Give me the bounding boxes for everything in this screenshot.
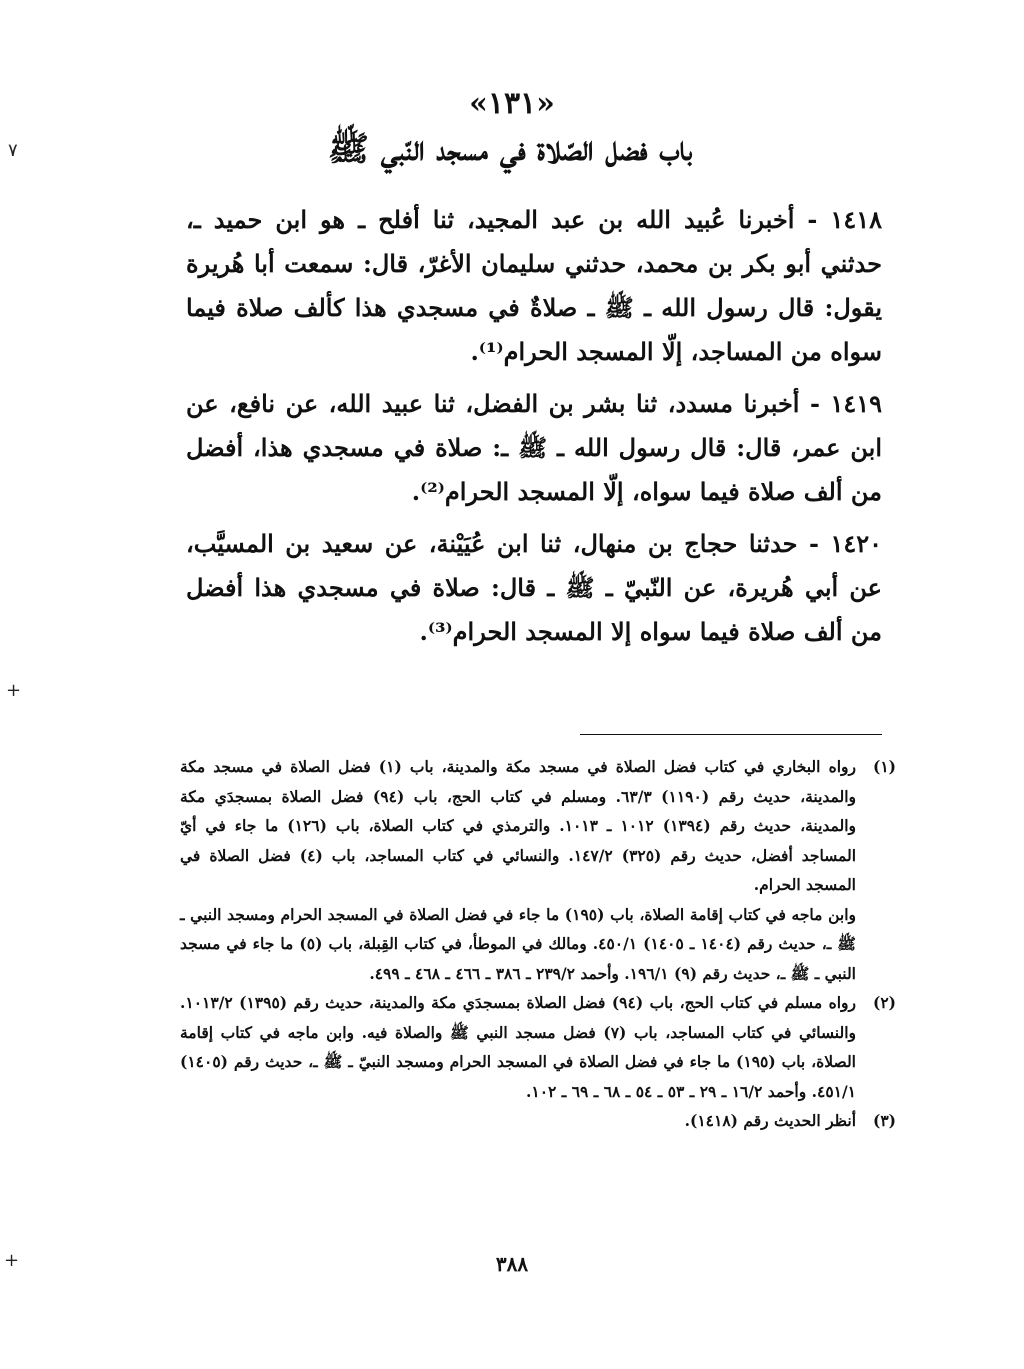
hadith-text: - أخبرنا مسدد، ثنا بشر بن الفضل، ثنا عبيد الله، عن نافع، عن ابن عمر، قال: قال رسول الله ـ ﷺ ـ: صلاة في مسجدي هذا، أفضل من ألف صلاة فيما سواه، إلّا المسجد الحرام⁽²⁾. bbox=[186, 389, 882, 506]
hadith-text: - أخبرنا عُبيد الله بن عبد المجيد، ثنا أفلح ـ هو ابن حميد ـ، حدثني أبو بكر بن محمد، حدثني سليمان الأغرّ، قال: سمعت أبا هُريرة يقول: قال رسول الله ـ ﷺ ـ صلاةٌ في مسجدي هذا كألف صلاة فيما سواه من المساجد، إلّا المسجد الحرام⁽¹⁾. bbox=[186, 205, 882, 366]
hadith-number: ١٤١٨ bbox=[830, 205, 882, 234]
footnote-3 bbox=[180, 1106, 896, 1136]
hadith-text: - حدثنا حجاج بن منهال، ثنا ابن عُيَيْنة، عن سعيد بن المسيَّب، عن أبي هُريرة، عن النّبيّ ـ ﷺ ـ قال: صلاة في مسجدي هذا أفضل من ألف صلاة فيما سواه إلا المسجد الحرام⁽³⁾. bbox=[186, 529, 882, 646]
hadith-1420 bbox=[186, 522, 882, 654]
margin-mark-middle-left: + bbox=[6, 680, 22, 701]
footnote-paragraph: رواه مسلم في كتاب الحج، باب (٩٤) فضل الصلاة بمسجدَي مكة والمدينة، حديث رقم (١٣٩٥) ١٠١٣/٢. والنسائي في كتاب المساجد، باب (٧) فضل مسجد النبي ﷺ والصلاة فيه. وابن ماجه في كتاب إقامة الصلاة، باب (١٩٥) ما جاء في فضل الصلاة في المسجد الحرام ومسجد النبيّ ـ ﷺ ـ، حديث رقم (١٤٠٥) ٤٥١/١. وأحمد ١٦/٢ ـ ٢٩ ـ ٥٣ ـ ٥٤ ـ ٦٨ ـ ٦٩ ـ ١٠٢. bbox=[180, 993, 856, 1101]
footnote-number: (٣) bbox=[872, 1111, 896, 1130]
footnote-number: (٢) bbox=[872, 993, 896, 1012]
hadith-1418 bbox=[186, 198, 882, 374]
footnote-separator bbox=[580, 734, 882, 735]
hadith-number: ١٤٢٠ bbox=[830, 529, 882, 558]
margin-mark-top-left: ٧ bbox=[8, 140, 18, 161]
footnote-paragraph: وابن ماجه في كتاب إقامة الصلاة، باب (١٩٥) ما جاء في فضل الصلاة في المسجد الحرام ومسجد النبي ـ ﷺ ـ، حديث رقم (١٤٠٤ ـ ١٤٠٥) ٤٥٠/١. ومالك في الموطأ، في كتاب القِبلة، باب (٥) ما جاء في مسجد النبي ـ ﷺ ـ، حديث رقم (٩) ١٩٦/١. وأحمد ٢٣٩/٢ ـ ٣٨٦ ـ ٤٦٦ ـ ٤٦٨ ـ ٤٩٩. bbox=[180, 904, 857, 983]
hadith-number: ١٤١٩ bbox=[830, 389, 882, 418]
footnote-number: (١) bbox=[872, 757, 896, 776]
margin-mark-bottom-left: + bbox=[4, 1250, 20, 1271]
footnote-1 bbox=[180, 752, 896, 988]
footnote-2 bbox=[180, 988, 896, 1106]
footnote-paragraph: أنظر الحديث رقم (١٤١٨). bbox=[684, 1111, 856, 1130]
footnote-paragraph: رواه البخاري في كتاب فضل الصلاة في مسجد مكة والمدينة، باب (١) فضل الصلاة في مسجد مكة والمدينة، حديث رقم (١١٩٠) ٦٣/٣. ومسلم في كتاب الحج، باب (٩٤) فضل الصلاة بمسجدَي مكة والمدينة، حديث رقم (١٣٩٤) ١٠١٢ ـ ١٠١٣. والترمذي في كتاب الصلاة، باب (١٢٦) ما جاء في أيّ المساجد أفضل، حديث رقم (٣٢٥) ١٤٧/٢. والنسائي في كتاب المساجد، باب (٤) فضل الصلاة في المسجد الحرام. bbox=[180, 757, 857, 894]
chapter-title: باب فضل الصّلاة في مسجد النّبي ﷺ bbox=[327, 129, 693, 169]
hadith-1419 bbox=[186, 382, 882, 514]
chapter-number: «١٣١» bbox=[469, 86, 555, 121]
page-number: ٣٨٨ bbox=[495, 1252, 529, 1276]
footnotes bbox=[180, 752, 896, 1136]
